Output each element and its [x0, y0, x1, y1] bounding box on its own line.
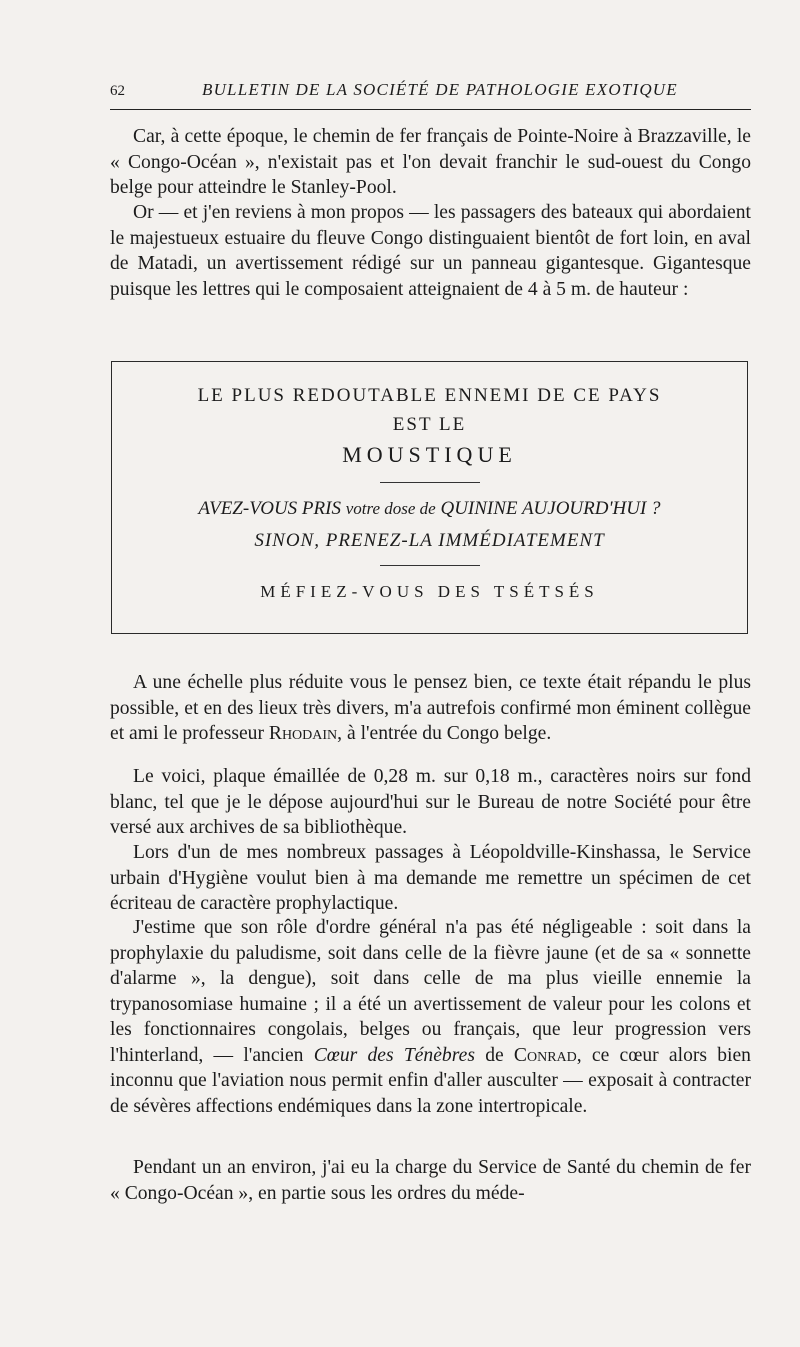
running-head	[110, 80, 750, 110]
notice-quinine-question	[112, 498, 747, 520]
notice-divider	[380, 565, 480, 566]
notice-instruction: SINON, PRENEZ-LA IMMÉDIATEMENT	[254, 530, 605, 551]
mosquito-warning-sign	[111, 361, 748, 634]
paragraph-avertissement: Or — et j'en reviens à mon propos — les passagers des bateaux qui abordaient le majestueux estuaire du fleuve Congo distinguaient bientôt de fort loin, en aval de Matadi, un avertissement rédigé sur un panneau gigantesque. Gigantesque puisque les lettres qui le composaient atteignaient de 4 à 5 m. de hauteur :	[110, 202, 751, 300]
notice-divider	[380, 482, 480, 483]
header-rule	[110, 109, 751, 110]
paragraph-text: A une échelle plus réduite vous le pensez bien, ce texte était répandu le plus possible, et en des lieux très divers, m'a autrefois confirmé mon éminent collègue et ami le professeur	[110, 672, 751, 744]
paragraph-text: , ce cœur alors bien inconnu que l'aviation nous permit enfin d'aller ausculter — exposait à contracter de sévères affections endémiques dans la zone intertropicale.	[110, 1044, 751, 1117]
paragraph-leopoldville: Lors d'un de mes nombreux passages à Léopoldville-Kinshassa, le Service urbain d'Hygiène voulut bien à ma demande me remettre un spécimen de cet écriteau de caractère prophylactique.	[110, 842, 751, 914]
notice-est-le: EST LE	[392, 414, 467, 435]
notice-moustique: MOUSTIQUE	[342, 442, 517, 467]
paragraph-role-general	[110, 915, 751, 1119]
notice-question-start: AVEZ-VOUS PRIS	[198, 498, 341, 519]
paragraph-service-de-sante: Pendant un an environ, j'ai eu la charge du Service de Santé du chemin de fer « Congo-Océan », en partie sous les ordres du méde-	[110, 1157, 751, 1204]
paragraph-text: J'estime que son rôle d'ordre général n'a pas été négligeable : soit dans la prophylaxie du paludisme, soit dans celle de la fièvre jaune (et de sa « sonnette d'alarme », la dengue), soit dans celle de ma plus vieille ennemie la trypanosomiase humaine ; il a été un avertissement de valeur pour les colons et les fonctionnaires congolais, belges ou français, que leur progression vers l'hinterland, — l'ancien	[110, 917, 751, 1066]
journal-title: BULLETIN DE LA SOCIÉTÉ DE PATHOLOGIE EXOTIQUE	[202, 80, 678, 99]
paragraph-plaque-emaillee: Le voici, plaque émaillée de 0,28 m. sur 0,18 m., caractères noirs sur fond blanc, tel que je le dépose aujourd'hui sur le Bureau de notre Société pour être versé aux archives de sa bibliothèque.	[110, 766, 751, 838]
paragraph-chemin-de-fer: Car, à cette époque, le chemin de fer français de Pointe-Noire à Brazzaville, le « Congo-Océan », n'existait pas et l'on devait franchir le sud-ouest du Congo belge pour atteindre le Stanley-Pool.	[110, 126, 751, 198]
paragraph-echelle-reduite	[110, 670, 751, 747]
author-name-rhodain: Rhodain	[268, 723, 338, 744]
author-name-conrad: Conrad	[513, 1044, 577, 1066]
book-title: Cœur des Ténèbres	[313, 1044, 475, 1066]
paragraph-text: de	[485, 1044, 504, 1066]
paragraph-text: , à l'entrée du Congo belge.	[337, 723, 552, 744]
notice-question-middle: votre dose de	[345, 499, 436, 518]
notice-question-end: QUININE AUJOURD'HUI ?	[440, 498, 661, 519]
notice-headline: LE PLUS REDOUTABLE ENNEMI DE CE PAYS	[197, 385, 662, 406]
notice-tsetse-warning: MÉFIEZ-VOUS DES TSÉTSÉS	[260, 582, 599, 601]
page-number: 62	[110, 83, 125, 99]
